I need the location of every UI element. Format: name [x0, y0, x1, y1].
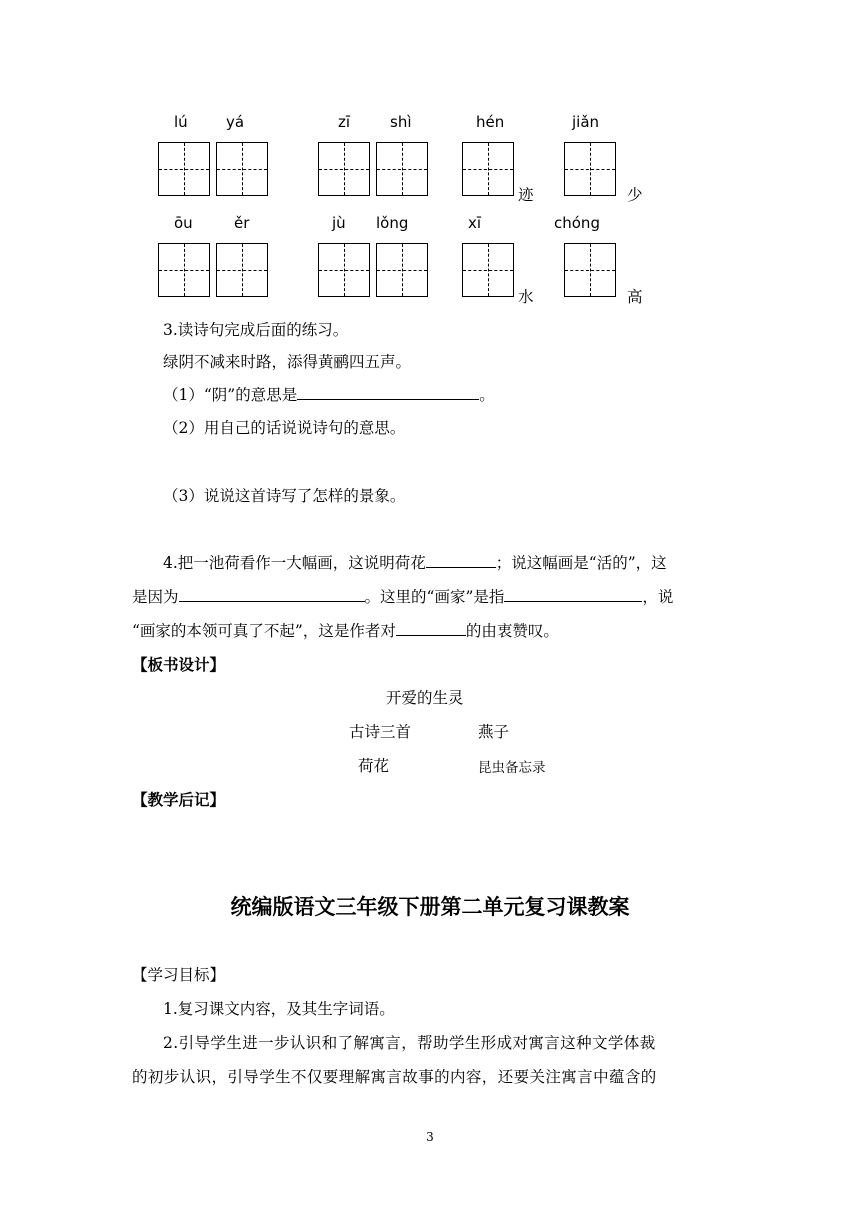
writing-box[interactable]	[564, 142, 616, 196]
suffix-char: 迹	[518, 186, 534, 204]
pinyin-label: yá	[226, 113, 245, 131]
notes-heading: 【教学后记】	[132, 790, 226, 809]
q4-line-2	[132, 585, 673, 607]
board-left-1: 古诗三首	[349, 723, 412, 741]
pinyin-label: ěr	[234, 214, 250, 232]
suffix-char: 水	[518, 288, 534, 306]
writing-box[interactable]	[318, 142, 370, 196]
q3-sub2: （2）用自己的话说说诗句的意思。	[163, 419, 406, 437]
q4-text: 是因为	[132, 588, 179, 606]
writing-box[interactable]	[462, 243, 514, 297]
page-number: 3	[426, 1130, 434, 1144]
q4-text: “画家的本领可真了不起”，这是作者对	[132, 622, 396, 640]
pinyin-label: jiǎn	[572, 113, 600, 131]
answer-blank[interactable]	[504, 587, 642, 602]
document-title: 统编版语文三年级下册第二单元复习课教案	[230, 895, 630, 919]
answer-blank[interactable]	[179, 587, 365, 602]
answer-blank[interactable]	[396, 621, 466, 636]
q3-sub1-prompt: （1）“阴”的意思是	[163, 386, 298, 404]
suffix-char: 少	[627, 186, 643, 204]
objective-item-2-line-1: 2.引导学生进一步认识和了解寓言，帮助学生形成对寓言这种文学体裁	[163, 1034, 656, 1052]
objective-item-1: 1.复习课文内容，及其生字词语。	[163, 1000, 395, 1018]
writing-box[interactable]	[158, 142, 210, 196]
board-right-1: 燕子	[478, 723, 510, 741]
pinyin-label: xī	[468, 214, 482, 232]
q3-poem: 绿阴不减来时路，添得黄鹂四五声。	[163, 353, 412, 371]
pinyin-label: shì	[390, 113, 412, 131]
pinyin-label: hén	[476, 113, 505, 131]
board-heading: 【板书设计】	[132, 655, 226, 674]
q4-text: 。这里的“画家”是指	[364, 588, 505, 606]
writing-box[interactable]	[462, 142, 514, 196]
q4-text: 4.把一池荷看作一大幅画，这说明荷花	[163, 554, 426, 572]
pinyin-label: ōu	[174, 214, 193, 232]
q3-sub1	[163, 383, 495, 405]
q3-sub3: （3）说说这首诗写了怎样的景象。	[163, 487, 406, 505]
board-right-2: 昆虫备忘录	[478, 760, 546, 776]
answer-blank[interactable]	[426, 553, 496, 568]
writing-box[interactable]	[376, 142, 428, 196]
q4-text: ；说这幅画是“活的”，这	[495, 554, 667, 572]
suffix-char: 高	[627, 288, 643, 306]
board-center: 开爱的生灵	[386, 689, 464, 707]
q4-text: ，说	[642, 588, 674, 606]
board-left-2: 荷花	[358, 757, 390, 775]
q4-text: 的由衷赞叹。	[465, 622, 559, 640]
q4-line-3	[132, 619, 559, 641]
pinyin-label: jù	[332, 214, 346, 232]
pinyin-label: chóng	[554, 214, 600, 232]
writing-box[interactable]	[216, 142, 268, 196]
q4-line-1	[163, 551, 667, 573]
writing-box[interactable]	[318, 243, 370, 297]
pinyin-label: zī	[338, 113, 351, 131]
writing-box[interactable]	[376, 243, 428, 297]
writing-box[interactable]	[158, 243, 210, 297]
writing-box[interactable]	[564, 243, 616, 297]
q3-heading: 3.读诗句完成后面的练习。	[163, 321, 349, 339]
pinyin-label: lú	[174, 113, 188, 131]
q3-sub1-end: 。	[479, 386, 495, 404]
pinyin-label: lǒng	[376, 214, 409, 232]
writing-box[interactable]	[216, 243, 268, 297]
answer-blank[interactable]	[297, 385, 479, 400]
objective-item-2-line-2: 的初步认识，引导学生不仅要理解寓言故事的内容，还要关注寓言中蕴含的	[132, 1068, 657, 1086]
objectives-heading: 【学习目标】	[132, 966, 226, 984]
